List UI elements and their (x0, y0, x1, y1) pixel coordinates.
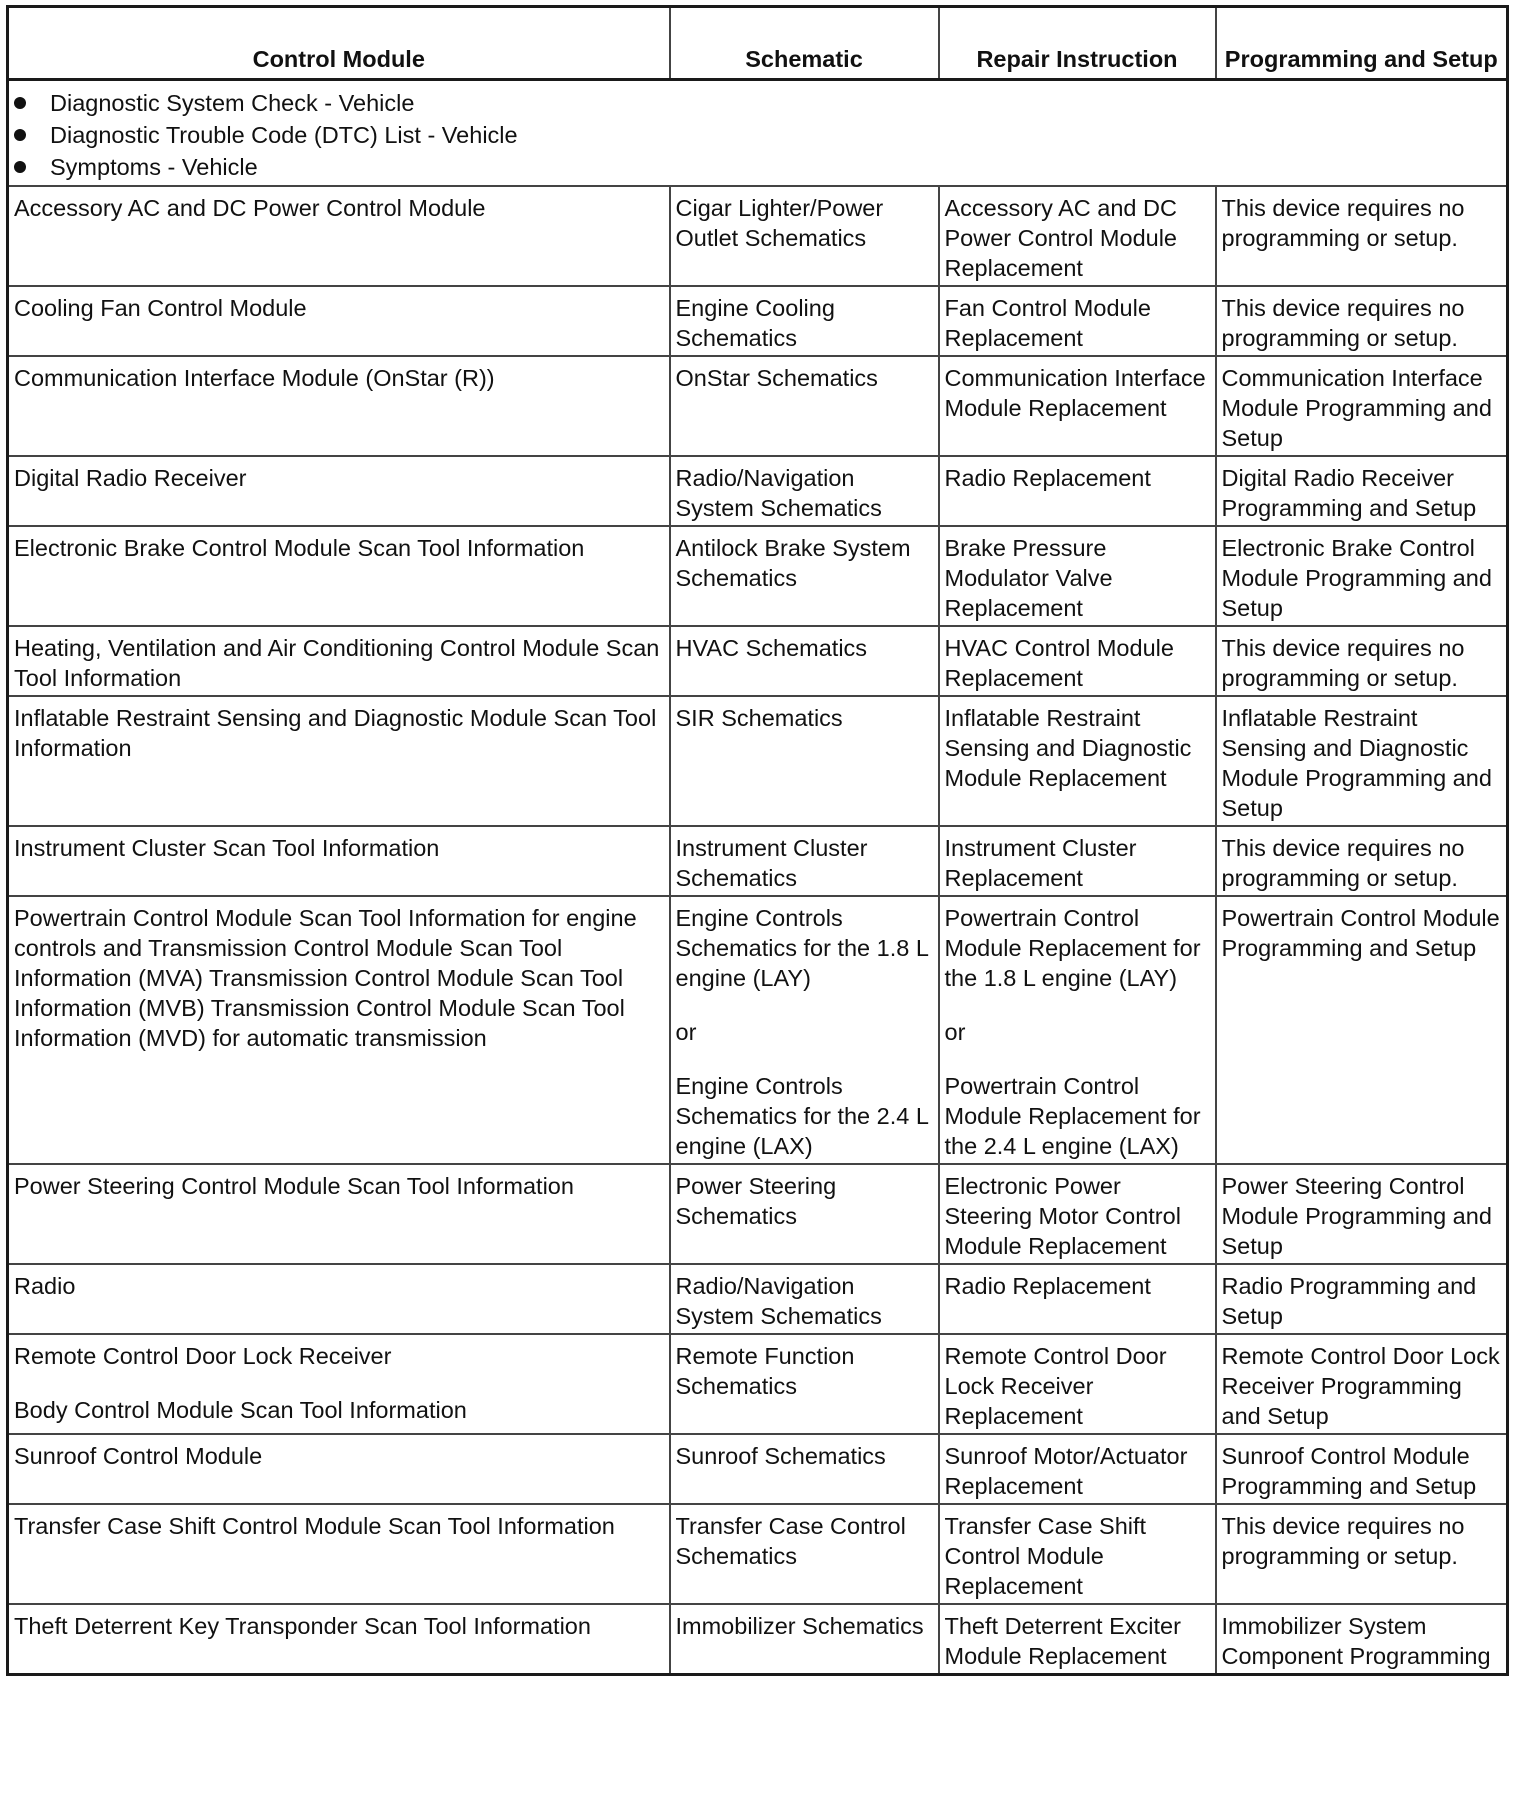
cell-text: Power Steering Schematics (675, 1173, 837, 1229)
cell-text: Communication Interface Module Replacement (944, 365, 1206, 421)
schematic-cell (670, 456, 939, 526)
cell-text: Powertrain Control Module Replacement for the 1.8 L engine (LAY) (944, 905, 1201, 991)
cell-text: Immobilizer Schematics (675, 1613, 924, 1639)
cell-text: Powertrain Control Module Programming and Setup (1221, 905, 1500, 961)
cell-text: Body Control Module Scan Tool Information (14, 1397, 467, 1423)
table-row (8, 1334, 1508, 1434)
cell-text: Brake Pressure Modulator Valve Replacement (944, 535, 1113, 621)
repair-instruction-cell (939, 1604, 1216, 1675)
cell-text: Radio Programming and Setup (1221, 1273, 1477, 1329)
cell-text: This device requires no programming or setup. (1221, 835, 1465, 891)
cell-text: This device requires no programming or setup. (1221, 1513, 1465, 1569)
schematic-cell (670, 186, 939, 286)
cell-text: Inflatable Restraint Sensing and Diagnostic Module Replacement (944, 705, 1192, 791)
schematic-cell (670, 626, 939, 696)
cell-text: Instrument Cluster Scan Tool Information (14, 835, 440, 861)
control-module-cell (8, 1604, 670, 1675)
header-programming-and-setup: Programming and Setup (1216, 7, 1508, 80)
intro-row (8, 80, 1508, 187)
table-row (8, 1504, 1508, 1604)
intro-item-text: Symptoms - Vehicle (50, 154, 258, 180)
table-row (8, 286, 1508, 356)
repair-instruction-cell (939, 526, 1216, 626)
cell-text: Remote Control Door Lock Receiver (14, 1343, 392, 1369)
cell-text: Powertrain Control Module Scan Tool Information for engine controls and Transmission Control Module Scan Tool Information (MVA) Transmission Control Module Scan Tool Information (MVB) Transmission Control Module Scan Tool Information (MVD) for automatic transmission (14, 905, 637, 1051)
control-module-cell (8, 1264, 670, 1334)
repair-instruction-cell (939, 1434, 1216, 1504)
cell-text: Sunroof Control Module (14, 1443, 263, 1469)
control-module-cell (8, 456, 670, 526)
intro-cell (8, 80, 1508, 187)
intro-item-text: Diagnostic System Check - Vehicle (50, 90, 415, 116)
table-row (8, 626, 1508, 696)
cell-text: Instrument Cluster Replacement (944, 835, 1137, 891)
table-row (8, 356, 1508, 456)
cell-text: Electronic Brake Control Module Scan Tool Information (14, 535, 585, 561)
cell-text: Engine Controls Schematics for the 2.4 L engine (LAX) (675, 1073, 929, 1159)
table-body (8, 80, 1508, 1675)
cell-text: Engine Controls Schematics for the 1.8 L engine (LAY) (675, 905, 929, 991)
table-row (8, 1434, 1508, 1504)
cell-text: Power Steering Control Module Programming and Setup (1221, 1173, 1492, 1259)
schematic-cell (670, 1164, 939, 1264)
control-module-cell (8, 286, 670, 356)
cell-text: HVAC Schematics (675, 635, 868, 661)
table-row (8, 1604, 1508, 1675)
repair-instruction-cell (939, 626, 1216, 696)
bullet-icon (14, 97, 26, 109)
header-row (8, 7, 1508, 80)
schematic-cell (670, 896, 939, 1164)
cell-text: Power Steering Control Module Scan Tool Information (14, 1173, 574, 1199)
table-row (8, 1264, 1508, 1334)
programming-setup-cell (1216, 826, 1508, 896)
repair-instruction-cell (939, 826, 1216, 896)
cell-text: Transfer Case Shift Control Module Replacement (944, 1513, 1147, 1599)
schematic-cell (670, 356, 939, 456)
cell-text: Powertrain Control Module Replacement for the 2.4 L engine (LAX) (944, 1073, 1201, 1159)
cell-text: Immobilizer System Component Programming (1221, 1613, 1491, 1669)
cell-text: Antilock Brake System Schematics (675, 535, 911, 591)
cell-text: Sunroof Control Module Programming and Setup (1221, 1443, 1477, 1499)
programming-setup-cell (1216, 1434, 1508, 1504)
table-row (8, 456, 1508, 526)
cell-text: Communication Interface Module (OnStar (R)) (14, 365, 495, 391)
schematic-cell (670, 1504, 939, 1604)
cell-text: or (944, 1019, 966, 1045)
cell-text: Accessory AC and DC Power Control Module Replacement (944, 195, 1177, 281)
cell-text: Digital Radio Receiver (14, 465, 247, 491)
table-row (8, 896, 1508, 1164)
control-module-cell (8, 1434, 670, 1504)
cell-text: HVAC Control Module Replacement (944, 635, 1174, 691)
schematic-cell (670, 826, 939, 896)
table-row (8, 1164, 1508, 1264)
schematic-cell (670, 1264, 939, 1334)
cell-text: Heating, Ventilation and Air Conditioning Control Module Scan Tool Information (14, 635, 660, 691)
cell-text: Radio Replacement (944, 465, 1151, 491)
programming-setup-cell (1216, 1164, 1508, 1264)
schematic-cell (670, 1434, 939, 1504)
schematic-cell (670, 1334, 939, 1434)
cell-text: This device requires no programming or setup. (1221, 295, 1465, 351)
document-page (6, 5, 1506, 1676)
control-module-cell (8, 626, 670, 696)
cell-text: or (675, 1019, 697, 1045)
repair-instruction-cell (939, 286, 1216, 356)
repair-instruction-cell (939, 1334, 1216, 1434)
programming-setup-cell (1216, 1334, 1508, 1434)
table-row (8, 696, 1508, 826)
cell-text: Theft Deterrent Exciter Module Replacement (944, 1613, 1181, 1669)
cell-text: Transfer Case Control Schematics (675, 1513, 906, 1569)
cell-text: This device requires no programming or setup. (1221, 195, 1465, 251)
control-module-cell (8, 896, 670, 1164)
cell-text: Accessory AC and DC Power Control Module (14, 195, 486, 221)
intro-item-text: Diagnostic Trouble Code (DTC) List - Vehicle (50, 122, 518, 148)
programming-setup-cell (1216, 626, 1508, 696)
cell-text: Remote Control Door Lock Receiver Replacement (944, 1343, 1167, 1429)
table-row (8, 826, 1508, 896)
programming-setup-cell (1216, 286, 1508, 356)
intro-item (14, 119, 1500, 151)
cell-text: OnStar Schematics (675, 365, 878, 391)
cell-text: Electronic Brake Control Module Programming and Setup (1221, 535, 1492, 621)
control-module-table (6, 5, 1509, 1676)
cell-text: Communication Interface Module Programming and Setup (1221, 365, 1492, 451)
repair-instruction-cell (939, 186, 1216, 286)
programming-setup-cell (1216, 1504, 1508, 1604)
programming-setup-cell (1216, 1264, 1508, 1334)
header-schematic: Schematic (670, 7, 939, 80)
programming-setup-cell (1216, 1604, 1508, 1675)
programming-setup-cell (1216, 186, 1508, 286)
cell-text: Cooling Fan Control Module (14, 295, 307, 321)
table-row (8, 526, 1508, 626)
bullet-icon (14, 161, 26, 173)
cell-text: Sunroof Schematics (675, 1443, 886, 1469)
control-module-cell (8, 356, 670, 456)
programming-setup-cell (1216, 526, 1508, 626)
intro-list (14, 87, 1500, 183)
cell-text: Cigar Lighter/Power Outlet Schematics (675, 195, 884, 251)
schematic-cell (670, 1604, 939, 1675)
schematic-cell (670, 526, 939, 626)
cell-text: Transfer Case Shift Control Module Scan Tool Information (14, 1513, 615, 1539)
control-module-cell (8, 1504, 670, 1604)
cell-text: Theft Deterrent Key Transponder Scan Tool Information (14, 1613, 591, 1639)
repair-instruction-cell (939, 356, 1216, 456)
bullet-icon (14, 129, 26, 141)
control-module-cell (8, 696, 670, 826)
repair-instruction-cell (939, 896, 1216, 1164)
repair-instruction-cell (939, 1164, 1216, 1264)
cell-text: Radio/Navigation System Schematics (675, 1273, 882, 1329)
cell-text: Inflatable Restraint Sensing and Diagnostic Module Programming and Setup (1221, 705, 1492, 821)
header-control-module: Control Module (8, 7, 670, 80)
schematic-cell (670, 696, 939, 826)
cell-text: Sunroof Motor/Actuator Replacement (944, 1443, 1188, 1499)
cell-text: Electronic Power Steering Motor Control Module Replacement (944, 1173, 1181, 1259)
control-module-cell (8, 1334, 670, 1434)
programming-setup-cell (1216, 456, 1508, 526)
cell-text: Fan Control Module Replacement (944, 295, 1151, 351)
control-module-cell (8, 826, 670, 896)
programming-setup-cell (1216, 356, 1508, 456)
control-module-cell (8, 526, 670, 626)
table-row (8, 186, 1508, 286)
intro-item (14, 87, 1500, 119)
programming-setup-cell (1216, 696, 1508, 826)
cell-text: SIR Schematics (675, 705, 843, 731)
cell-text: Engine Cooling Schematics (675, 295, 835, 351)
cell-text: Instrument Cluster Schematics (675, 835, 868, 891)
cell-text: Radio Replacement (944, 1273, 1151, 1299)
repair-instruction-cell (939, 1504, 1216, 1604)
programming-setup-cell (1216, 896, 1508, 1164)
intro-item (14, 151, 1500, 183)
cell-text: This device requires no programming or setup. (1221, 635, 1465, 691)
repair-instruction-cell (939, 1264, 1216, 1334)
schematic-cell (670, 286, 939, 356)
cell-text: Radio/Navigation System Schematics (675, 465, 882, 521)
repair-instruction-cell (939, 456, 1216, 526)
control-module-cell (8, 1164, 670, 1264)
control-module-cell (8, 186, 670, 286)
repair-instruction-cell (939, 696, 1216, 826)
cell-text: Inflatable Restraint Sensing and Diagnostic Module Scan Tool Information (14, 705, 657, 761)
cell-text: Remote Function Schematics (675, 1343, 855, 1399)
header-repair-instruction: Repair Instruction (939, 7, 1216, 80)
cell-text: Remote Control Door Lock Receiver Programming and Setup (1221, 1343, 1500, 1429)
cell-text: Digital Radio Receiver Programming and Setup (1221, 465, 1477, 521)
table-header (8, 7, 1508, 80)
cell-text: Radio (14, 1273, 76, 1299)
